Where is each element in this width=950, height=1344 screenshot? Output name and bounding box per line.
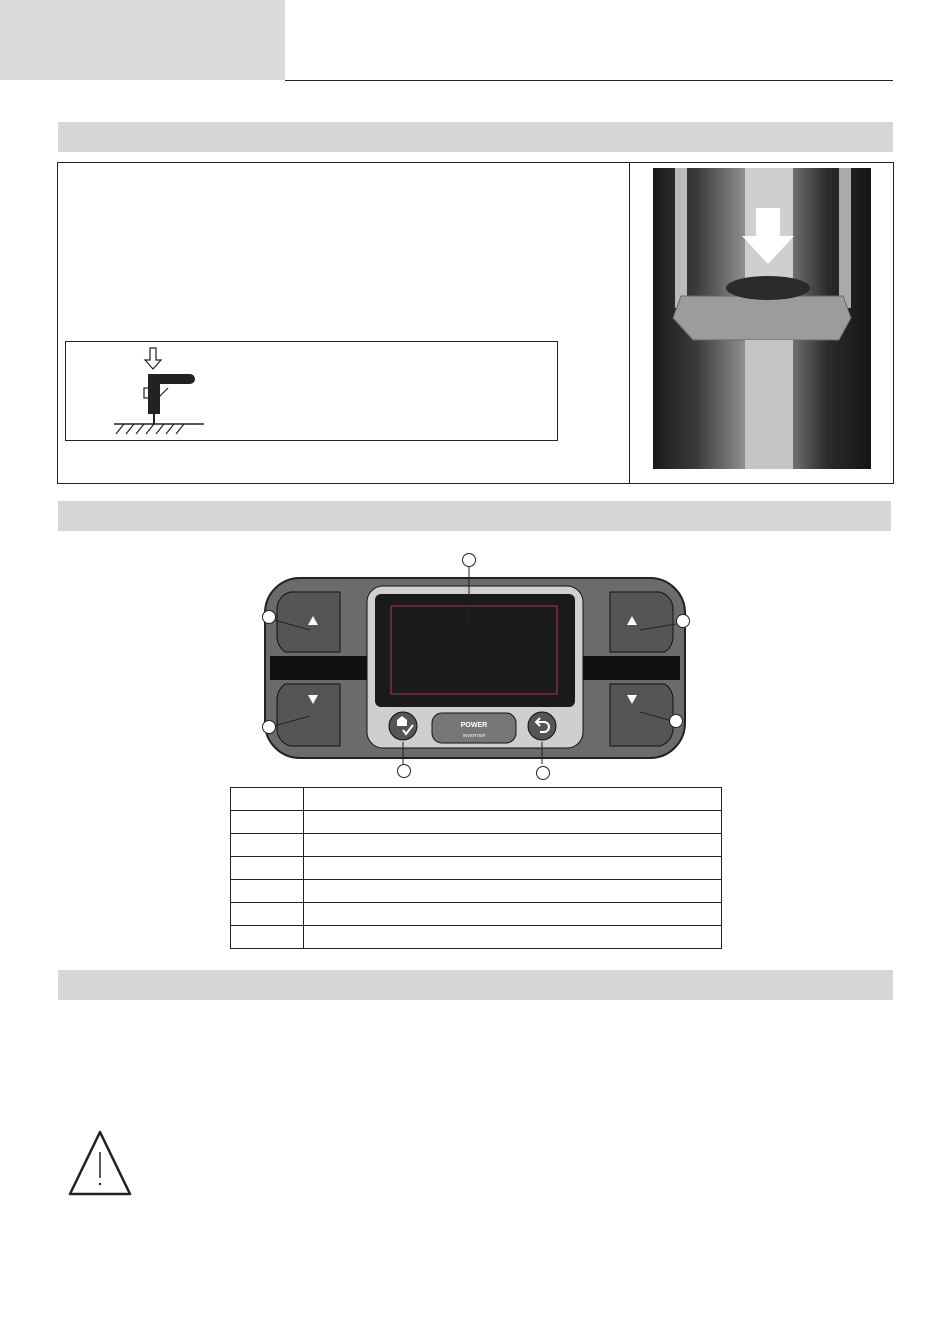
section-3-title [58,970,893,982]
callout-right-up [676,614,690,628]
table-row [231,857,722,880]
callout-left-up [262,610,276,624]
frame-divider [629,163,630,483]
section-1-frame [57,162,894,484]
callout-left-down [262,720,276,734]
brand-top: POWER [460,722,488,729]
legend-table [230,787,722,949]
ground-hatch-icon [114,424,204,434]
table-row [231,788,722,811]
callout-right-down [669,714,683,728]
callout-screen [462,553,476,567]
header-tab [0,0,285,80]
arrow-down-icon [145,348,161,369]
table-row [231,880,722,903]
table-row [231,834,722,857]
warning-icon [66,1128,134,1198]
drill-note-box [65,341,558,441]
table-row [231,811,722,834]
section-3-band [58,970,893,1000]
table-row [231,903,722,926]
section-2-band [58,501,891,531]
section-1-title [58,122,893,134]
bearing-press-photo [653,168,871,469]
callout-home-check [397,764,411,778]
control-panel-diagram [260,550,690,780]
section-1-band [58,122,893,152]
home-check-icon [389,712,417,740]
header-rule [285,80,893,81]
drill-icon [144,374,195,424]
drill-down-icon [106,344,216,439]
section-2-title [58,501,891,513]
brand-bottom: INVERTER [462,733,486,738]
table-row [231,926,722,949]
callout-back [536,766,550,780]
back-icon [528,712,556,740]
